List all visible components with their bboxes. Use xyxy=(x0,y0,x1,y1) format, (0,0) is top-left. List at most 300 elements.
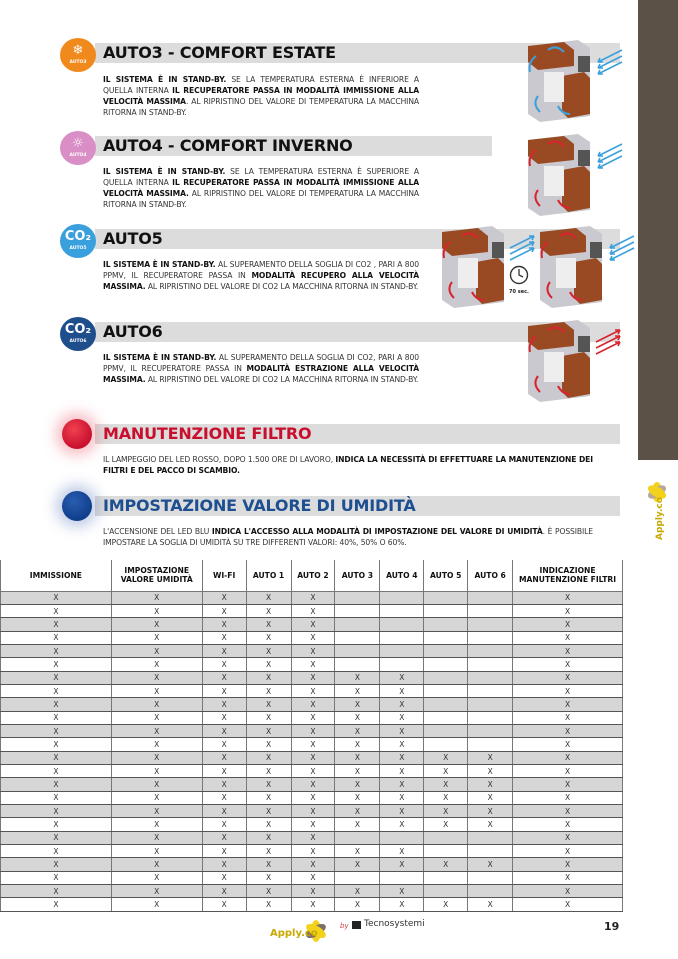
table-cell: X xyxy=(513,791,623,804)
table-row xyxy=(1,791,623,804)
table-cell xyxy=(468,845,513,858)
table-cell: X xyxy=(246,658,291,671)
table-cell: X xyxy=(246,618,291,631)
table-cell: X xyxy=(291,805,335,818)
table-cell xyxy=(424,644,468,657)
table-cell xyxy=(468,885,513,898)
table-cell: X xyxy=(291,738,335,751)
table-cell: X xyxy=(380,791,424,804)
table-cell xyxy=(424,831,468,844)
page-number: 19 xyxy=(604,920,620,933)
table-row xyxy=(1,871,623,884)
table-cell: X xyxy=(335,684,380,697)
table-cell: X xyxy=(380,724,424,737)
table-cell: X xyxy=(291,831,335,844)
table-row xyxy=(1,631,623,644)
table-cell: X xyxy=(111,858,202,871)
table-row xyxy=(1,778,623,791)
timer xyxy=(507,265,531,297)
table-cell: X xyxy=(111,791,202,804)
text-segment: IL SISTEMA È IN STAND-BY. xyxy=(103,260,216,269)
table-cell: X xyxy=(202,671,246,684)
table-cell: X xyxy=(513,604,623,617)
auto5-title: AUTO5 xyxy=(103,229,163,248)
table-row xyxy=(1,604,623,617)
table-cell: X xyxy=(468,805,513,818)
table-cell: X xyxy=(380,885,424,898)
table-cell: X xyxy=(291,631,335,644)
side-color-band xyxy=(638,0,678,460)
table-cell: X xyxy=(291,698,335,711)
table-cell: X xyxy=(1,751,112,764)
table-cell xyxy=(468,631,513,644)
table-cell: X xyxy=(291,591,335,604)
filtro-title: MANUTENZIONE FILTRO xyxy=(103,424,312,443)
table-cell: X xyxy=(380,671,424,684)
text-segment: . È POSSIBILE IMPOSTARE LA SOGLIA DI UMIDITÀ SU TRE DIFFERENTI VALORI: 40%, 50% O 60%. xyxy=(103,527,593,547)
table-cell: X xyxy=(380,805,424,818)
table-cell: X xyxy=(1,711,112,724)
table-cell: X xyxy=(202,898,246,911)
table-cell: X xyxy=(335,764,380,777)
table-cell xyxy=(335,591,380,604)
auto4-airflow-illustration xyxy=(518,130,626,220)
table-cell xyxy=(468,724,513,737)
auto6-title: AUTO6 xyxy=(103,322,163,341)
table-cell: X xyxy=(291,898,335,911)
table-cell: X xyxy=(1,644,112,657)
table-cell xyxy=(424,871,468,884)
table-cell: X xyxy=(111,618,202,631)
table-cell: X xyxy=(291,658,335,671)
table-cell: X xyxy=(380,698,424,711)
table-cell: X xyxy=(111,711,202,724)
table-cell: X xyxy=(111,845,202,858)
table-cell xyxy=(335,831,380,844)
table-row xyxy=(1,684,623,697)
table-cell xyxy=(424,618,468,631)
table-cell: X xyxy=(246,831,291,844)
table-cell xyxy=(380,658,424,671)
table-cell: X xyxy=(111,644,202,657)
table-cell: X xyxy=(111,671,202,684)
table-cell xyxy=(424,631,468,644)
table-cell: X xyxy=(202,751,246,764)
table-cell: X xyxy=(513,724,623,737)
table-cell: X xyxy=(202,711,246,724)
table-cell: X xyxy=(291,618,335,631)
table-row xyxy=(1,845,623,858)
text-segment: IL SISTEMA È IN STAND-BY. xyxy=(103,353,217,362)
table-row xyxy=(1,764,623,777)
table-cell: X xyxy=(424,858,468,871)
table-cell: X xyxy=(111,818,202,831)
table-cell: X xyxy=(1,885,112,898)
table-cell: X xyxy=(424,805,468,818)
table-cell: X xyxy=(291,644,335,657)
text-segment: IL RECUPERATORE PASSA IN MODALITÀ IMMISSIONE ALLA VELOCITÀ MASSIMA xyxy=(103,86,419,106)
table-cell: X xyxy=(202,698,246,711)
table-cell xyxy=(468,684,513,697)
table-cell: X xyxy=(1,831,112,844)
table-cell xyxy=(424,591,468,604)
column-header: AUTO 2 xyxy=(291,560,335,591)
table-cell: X xyxy=(335,724,380,737)
table-cell: X xyxy=(513,818,623,831)
table-cell: X xyxy=(291,684,335,697)
timer-label: 70 sec. xyxy=(509,289,529,295)
table-cell: X xyxy=(1,698,112,711)
auto5-description xyxy=(103,259,419,292)
table-row xyxy=(1,805,623,818)
column-header: IMMISSIONE xyxy=(1,560,112,591)
table-header-row xyxy=(1,560,623,591)
table-cell: X xyxy=(1,631,112,644)
table-cell: X xyxy=(513,764,623,777)
table-row xyxy=(1,751,623,764)
table-row xyxy=(1,618,623,631)
table-cell xyxy=(468,618,513,631)
table-cell xyxy=(424,711,468,724)
table-cell xyxy=(424,671,468,684)
table-cell: X xyxy=(246,845,291,858)
table-cell: X xyxy=(111,591,202,604)
table-cell: X xyxy=(513,871,623,884)
table-cell: X xyxy=(513,751,623,764)
table-cell: X xyxy=(380,898,424,911)
svg-text:Apply.co: Apply.co xyxy=(270,928,318,939)
footer-brand-logo xyxy=(268,914,332,948)
table-cell: X xyxy=(291,791,335,804)
table-cell: X xyxy=(111,778,202,791)
table-cell: X xyxy=(111,831,202,844)
table-cell: X xyxy=(246,631,291,644)
table-cell: X xyxy=(380,818,424,831)
table-cell: X xyxy=(202,858,246,871)
table-cell: X xyxy=(246,751,291,764)
text-segment: INDICA LA NECESSITÀ DI EFFETTUARE LA MANUTENZIONE DEI FILTRI E DEL PACCO DI SCAMBIO. xyxy=(103,455,593,475)
table-cell: X xyxy=(468,858,513,871)
table-cell: X xyxy=(513,698,623,711)
table-cell: X xyxy=(291,604,335,617)
table-cell: X xyxy=(202,658,246,671)
table-row xyxy=(1,858,623,871)
table-cell xyxy=(424,684,468,697)
text-segment: MODALITÀ ESTRAZIONE ALLA VELOCITÀ MASSIMA. xyxy=(103,364,419,384)
table-cell: X xyxy=(291,751,335,764)
table-cell xyxy=(468,831,513,844)
column-header: AUTO 1 xyxy=(246,560,291,591)
table-cell: X xyxy=(468,751,513,764)
table-cell: X xyxy=(202,764,246,777)
table-cell: X xyxy=(424,818,468,831)
table-cell: X xyxy=(380,858,424,871)
table-cell xyxy=(424,604,468,617)
table-cell: X xyxy=(246,764,291,777)
co2-auto5-icon: CO₂ AUTO5 xyxy=(60,224,96,258)
table-cell: X xyxy=(335,671,380,684)
table-cell xyxy=(380,831,424,844)
table-cell: X xyxy=(291,845,335,858)
table-cell: X xyxy=(513,631,623,644)
table-cell: X xyxy=(513,778,623,791)
table-cell: X xyxy=(1,858,112,871)
table-cell: X xyxy=(1,658,112,671)
table-cell xyxy=(335,631,380,644)
table-cell: X xyxy=(202,885,246,898)
table-cell xyxy=(380,871,424,884)
table-cell: X xyxy=(291,871,335,884)
table-cell xyxy=(380,591,424,604)
table-row xyxy=(1,724,623,737)
auto3-description xyxy=(103,74,419,118)
table-cell xyxy=(468,604,513,617)
table-row xyxy=(1,738,623,751)
auto6-description xyxy=(103,352,419,385)
table-cell xyxy=(424,738,468,751)
text-segment: . AL RIPRISTINO DEL VALORE DI TEMPERATURA LA MACCHINA RITORNA IN STAND-BY. xyxy=(103,97,419,117)
table-cell: X xyxy=(111,631,202,644)
column-header: IMPOSTAZIONE VALORE UMIDITÀ xyxy=(111,560,202,591)
table-cell xyxy=(335,644,380,657)
text-segment: IL RECUPERATORE PASSA IN MODALITÀ IMMISSIONE ALLA VELOCITÀ MASSIMA. xyxy=(103,178,419,198)
column-header: AUTO 3 xyxy=(335,560,380,591)
table-cell: X xyxy=(380,845,424,858)
table-row xyxy=(1,711,623,724)
table-cell xyxy=(424,724,468,737)
table-cell: X xyxy=(246,644,291,657)
table-cell: X xyxy=(424,778,468,791)
table-row xyxy=(1,818,623,831)
text-segment: IL SISTEMA È IN STAND-BY. xyxy=(103,167,226,176)
table-cell: X xyxy=(202,684,246,697)
table-cell: X xyxy=(513,858,623,871)
table-row xyxy=(1,591,623,604)
table-cell xyxy=(468,591,513,604)
auto3-title: AUTO3 - COMFORT ESTATE xyxy=(103,43,336,62)
text-segment: IL LAMPEGGIO DEL LED ROSSO, DOPO 1.500 ORE DI LAVORO, xyxy=(103,455,336,464)
table-cell: X xyxy=(111,604,202,617)
table-cell: X xyxy=(246,591,291,604)
table-row xyxy=(1,698,623,711)
table-cell: X xyxy=(1,684,112,697)
table-cell: X xyxy=(335,711,380,724)
table-cell: X xyxy=(513,644,623,657)
column-header: AUTO 5 xyxy=(424,560,468,591)
auto4-icon: ☼ AUTO4 xyxy=(60,131,96,165)
table-cell: X xyxy=(335,738,380,751)
table-cell: X xyxy=(513,738,623,751)
table-cell: X xyxy=(1,604,112,617)
table-cell: X xyxy=(513,658,623,671)
table-cell: X xyxy=(380,684,424,697)
table-cell: X xyxy=(513,671,623,684)
side-brand-logo xyxy=(640,478,674,542)
table-row xyxy=(1,658,623,671)
table-cell: X xyxy=(111,684,202,697)
table-cell: X xyxy=(1,591,112,604)
text-segment: INDICA L'ACCESSO ALLA MODALITÀ DI IMPOSTAZIONE DEL VALORE DI UMIDITÀ xyxy=(211,527,543,536)
table-cell xyxy=(468,644,513,657)
text-segment: AL SUPERAMENTO DELLA SOGLIA DI CO2, PARI A 800 PPMV, IL RECUPERATORE PASSA IN xyxy=(103,353,419,373)
table-cell: X xyxy=(111,724,202,737)
table-cell: X xyxy=(202,818,246,831)
table-cell: X xyxy=(513,591,623,604)
table-cell: X xyxy=(335,818,380,831)
table-row xyxy=(1,885,623,898)
table-cell: X xyxy=(424,791,468,804)
table-cell: X xyxy=(291,764,335,777)
blue-led-icon xyxy=(62,491,92,521)
table-cell: X xyxy=(202,871,246,884)
table-cell xyxy=(335,618,380,631)
table-cell: X xyxy=(111,764,202,777)
table-cell: X xyxy=(335,791,380,804)
table-cell: X xyxy=(335,778,380,791)
table-cell: X xyxy=(380,738,424,751)
table-cell: X xyxy=(246,791,291,804)
table-cell xyxy=(468,658,513,671)
table-cell xyxy=(468,711,513,724)
auto4-description xyxy=(103,166,419,210)
table-cell: X xyxy=(424,898,468,911)
table-cell: X xyxy=(1,671,112,684)
table-cell: X xyxy=(246,898,291,911)
table-cell xyxy=(424,658,468,671)
table-cell: X xyxy=(246,885,291,898)
footer-by: by xyxy=(340,922,349,930)
table-cell xyxy=(468,871,513,884)
column-header: INDICAZIONE MANUTENZIONE FILTRI xyxy=(513,560,623,591)
table-cell: X xyxy=(202,591,246,604)
table-cell: X xyxy=(335,858,380,871)
table-cell: X xyxy=(202,631,246,644)
table-row xyxy=(1,644,623,657)
modes-compatibility-table xyxy=(0,560,623,912)
table-cell: X xyxy=(246,671,291,684)
table-cell: X xyxy=(246,871,291,884)
table-cell: X xyxy=(246,818,291,831)
table-cell: X xyxy=(513,885,623,898)
table-cell: X xyxy=(380,751,424,764)
table-cell: X xyxy=(1,618,112,631)
table-cell xyxy=(468,671,513,684)
table-row xyxy=(1,831,623,844)
table-cell: X xyxy=(468,818,513,831)
table-cell xyxy=(335,871,380,884)
table-cell: X xyxy=(1,871,112,884)
table-cell: X xyxy=(513,805,623,818)
table-cell: X xyxy=(111,871,202,884)
table-cell: X xyxy=(335,845,380,858)
co2-auto6-icon: CO₂ AUTO6 xyxy=(60,317,96,351)
table-cell xyxy=(380,618,424,631)
table-cell: X xyxy=(468,778,513,791)
table-cell: X xyxy=(202,805,246,818)
table-cell xyxy=(380,604,424,617)
umidita-title: IMPOSTAZIONE VALORE DI UMIDITÀ xyxy=(103,496,416,515)
table-cell: X xyxy=(246,698,291,711)
table-cell: X xyxy=(202,791,246,804)
auto6-airflow-illustration xyxy=(518,316,626,406)
table-cell: X xyxy=(513,845,623,858)
table-cell: X xyxy=(1,791,112,804)
table-cell: X xyxy=(246,738,291,751)
table-cell: X xyxy=(111,658,202,671)
text-segment: AL RIPRISTINO DEL VALORE DI CO2 LA MACCHINA RITORNA IN STAND-BY. xyxy=(145,282,419,291)
text-segment: IL SISTEMA È IN STAND-BY. xyxy=(103,75,227,84)
table-cell: X xyxy=(513,684,623,697)
table-cell xyxy=(424,698,468,711)
text-segment: L'ACCENSIONE DEL LED BLU xyxy=(103,527,212,536)
auto4-title: AUTO4 - COMFORT INVERNO xyxy=(103,136,353,155)
text-segment: AL RIPRISTINO DEL VALORE DI TEMPERATURA LA MACCHINA RITORNA IN STAND-BY. xyxy=(103,189,419,209)
table-cell: X xyxy=(202,845,246,858)
table-cell xyxy=(468,698,513,711)
auto5-intake-illustration xyxy=(530,222,638,312)
table-cell: X xyxy=(513,831,623,844)
table-cell: X xyxy=(202,604,246,617)
table-cell: X xyxy=(380,778,424,791)
table-cell: X xyxy=(202,618,246,631)
table-cell: X xyxy=(335,805,380,818)
table-cell: X xyxy=(424,764,468,777)
table-cell: X xyxy=(246,858,291,871)
table-cell: X xyxy=(468,764,513,777)
table-cell: X xyxy=(291,818,335,831)
table-cell xyxy=(335,604,380,617)
table-cell: X xyxy=(291,724,335,737)
table-cell: X xyxy=(1,805,112,818)
table-cell: X xyxy=(513,618,623,631)
table-cell: X xyxy=(202,724,246,737)
text-segment: SE LA TEMPERATURA ESTERNA È SUPERIORE A QUELLA INTERNA xyxy=(103,167,420,187)
table-cell: X xyxy=(246,711,291,724)
text-segment: AL RIPRISTINO DEL VALORE DI CO2 LA MACCHINA RITORNA IN STAND-BY. xyxy=(145,375,419,384)
table-row xyxy=(1,671,623,684)
table-cell: X xyxy=(111,751,202,764)
table-cell: X xyxy=(246,604,291,617)
table-cell: X xyxy=(202,831,246,844)
table-cell: X xyxy=(1,764,112,777)
table-cell: X xyxy=(111,698,202,711)
table-cell: X xyxy=(380,764,424,777)
clock-icon xyxy=(509,265,529,285)
table-cell: X xyxy=(1,818,112,831)
table-cell: X xyxy=(1,845,112,858)
text-segment: MODALITÀ RECUPERO ALLA VELOCITÀ MASSIMA. xyxy=(103,271,419,291)
table-cell: X xyxy=(291,885,335,898)
table-cell: X xyxy=(1,898,112,911)
tecnosystemi-logo-icon xyxy=(352,921,361,929)
column-header: AUTO 6 xyxy=(468,560,513,591)
auto3-airflow-illustration xyxy=(518,36,626,126)
table-cell: X xyxy=(1,724,112,737)
text-segment: AL SUPERAMENTO DELLA SOGLIA DI CO2 , PARI A 800 PPMV, IL RECUPERATORE PASSA IN xyxy=(103,260,419,280)
red-led-icon xyxy=(62,419,92,449)
table-cell: X xyxy=(291,711,335,724)
table-cell: X xyxy=(202,738,246,751)
table-cell: X xyxy=(111,805,202,818)
table-cell: X xyxy=(335,751,380,764)
text-segment: SE LA TEMPERATURA ESTERNA È INFERIORE A QUELLA INTERNA xyxy=(103,75,419,95)
table-cell: X xyxy=(202,778,246,791)
table-cell: X xyxy=(513,711,623,724)
table-cell: X xyxy=(424,751,468,764)
table-cell: X xyxy=(111,898,202,911)
footer-company: Tecnosystemi xyxy=(364,919,425,929)
table-cell xyxy=(468,738,513,751)
